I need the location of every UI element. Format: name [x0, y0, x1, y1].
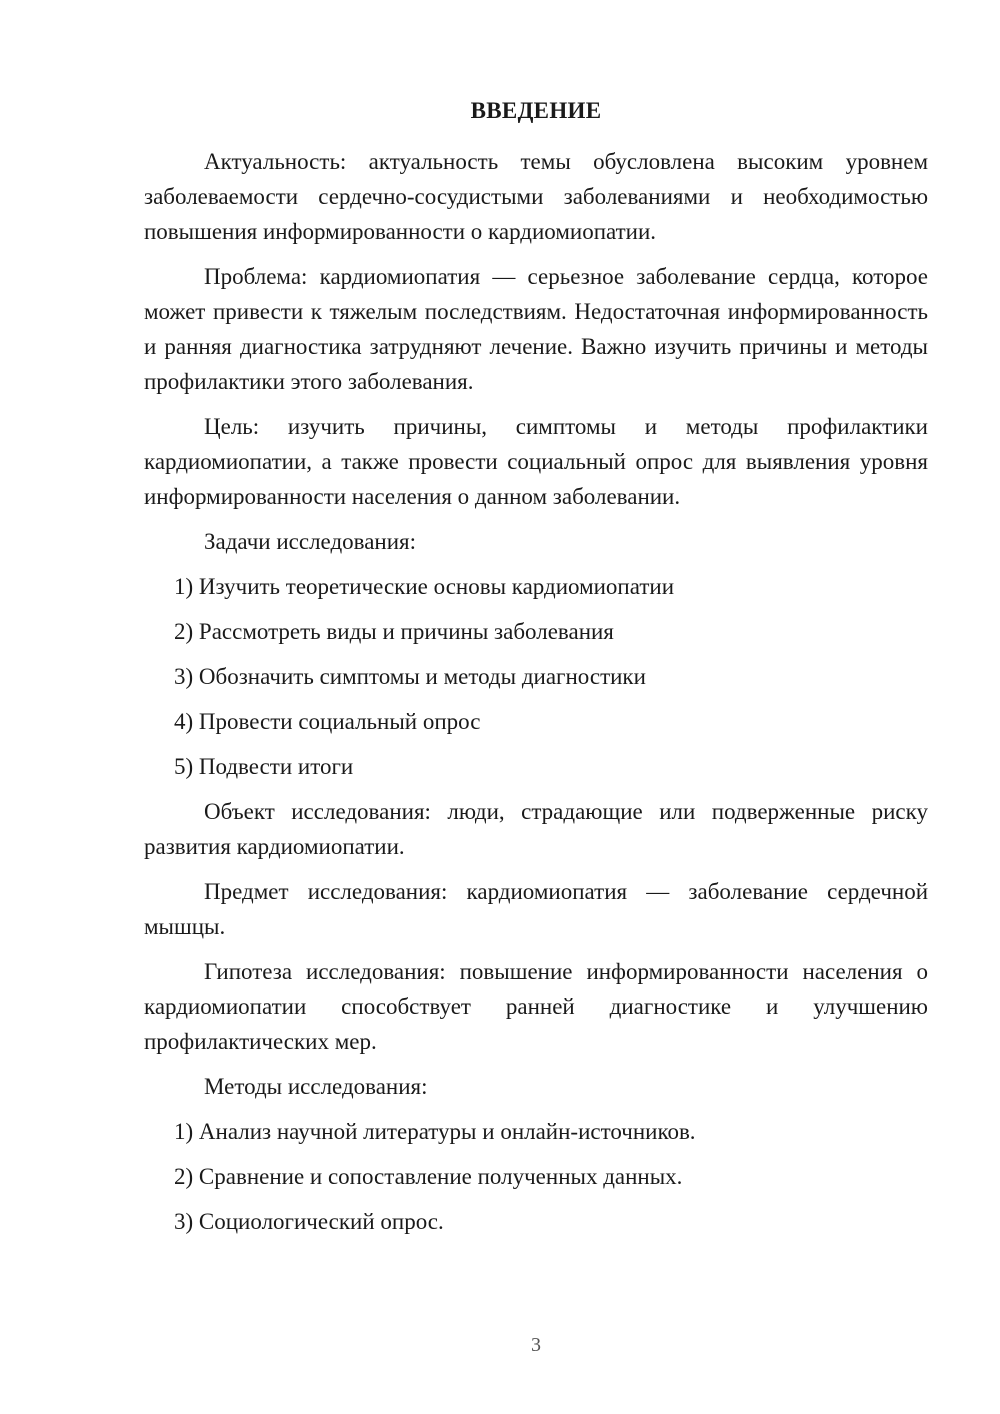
tasks-list — [144, 569, 928, 784]
object-paragraph: Объект исследования: люди, страдающие или подверженные риску развития кардиомиопатии. — [144, 799, 928, 859]
list-item: 2) Сравнение и сопоставление полученных данных. — [174, 1164, 683, 1189]
goal-paragraph: Цель: изучить причины, симптомы и методы профилактики кардиомиопатии, а также провести социальный опрос для выявления уровня информированности населения о данном заболевании. — [144, 414, 928, 509]
page-title: ВВЕДЕНИЕ — [470, 98, 602, 123]
methods-heading: Методы исследования: — [204, 1074, 428, 1099]
relevance-paragraph: Актуальность: актуальность темы обусловлена высоким уровнем заболеваемости сердечно-сосудистыми заболеваниями и необходимостью повышения информированности о кардиомиопатии. — [144, 149, 928, 244]
methods-list — [144, 1114, 928, 1239]
problem-paragraph: Проблема: кардиомиопатия — серьезное заболевание сердца, которое может привести к тяжелым последствиям. Недостаточная информированность и ранняя диагностика затрудняют лечение. Важно изучить причины и методы профилактики этого заболевания. — [144, 264, 928, 394]
list-item: 2) Рассмотреть виды и причины заболевания — [174, 619, 614, 644]
list-item: 1) Изучить теоретические основы кардиомиопатии — [174, 574, 675, 599]
page-number: 3 — [531, 1334, 541, 1356]
document-body — [144, 144, 928, 1249]
list-item: 3) Обозначить симптомы и методы диагностики — [174, 664, 646, 689]
list-item: 3) Социологический опрос. — [174, 1209, 444, 1234]
subject-paragraph: Предмет исследования: кардиомиопатия — заболевание сердечной мышцы. — [144, 879, 928, 939]
hypothesis-paragraph: Гипотеза исследования: повышение информированности населения о кардиомиопатии способствует ранней диагностике и улучшению профилактических мер. — [144, 959, 928, 1054]
list-item: 1) Анализ научной литературы и онлайн-источников. — [174, 1119, 696, 1144]
tasks-heading: Задачи исследования: — [204, 529, 417, 554]
list-item: 5) Подвести итоги — [174, 754, 354, 779]
list-item: 4) Провести социальный опрос — [174, 709, 481, 734]
